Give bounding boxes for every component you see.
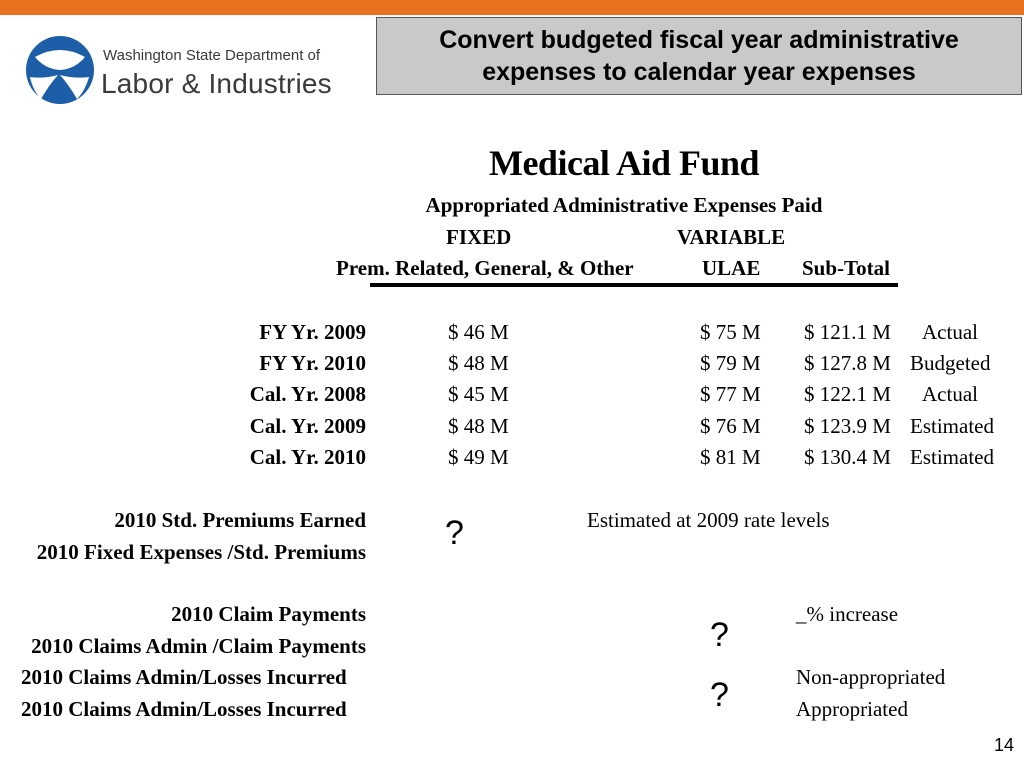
cell-ulae: $ 77 M [700,382,761,406]
cell-fixed: $ 48 M [448,351,509,375]
claims-question-mark: ? [710,616,729,654]
header-divider [370,283,898,287]
lni-logo-icon [25,35,95,105]
cell-subtotal: $ 130.4 M [804,445,891,469]
cell-subtotal: $ 127.8 M [804,351,891,375]
row-label: FY Yr. 2010 [259,351,366,375]
cell-ulae: $ 75 M [700,320,761,344]
logo-text-department: Washington State Department of [103,47,321,64]
cell-fixed: $ 48 M [448,414,509,438]
cell-status: Estimated [910,414,994,438]
premiums-question-mark: ? [445,514,464,552]
losses-incurred-label-2: 2010 Claims Admin/Losses Incurred [21,697,347,721]
losses-incurred-label-1: 2010 Claims Admin/Losses Incurred [21,665,347,689]
row-label: Cal. Yr. 2010 [249,445,366,469]
col-group-fixed: FIXED [446,225,512,249]
claims-increase-note: _% increase [796,602,899,626]
cell-fixed: $ 45 M [448,382,509,406]
page-number: 14 [993,735,1014,755]
cell-subtotal: $ 123.9 M [804,414,891,438]
fixed-expense-ratio-label: 2010 Fixed Expenses /Std. Premiums [36,540,366,564]
losses-question-mark: ? [710,676,729,714]
cell-status: Actual [922,382,978,406]
cell-fixed: $ 49 M [448,445,509,469]
cell-status: Estimated [910,445,994,469]
col-header-ulae: ULAE [702,256,761,280]
logo-text-agency: Labor & Industries [101,68,332,99]
appropriated-note: Appropriated [796,697,908,721]
row-label: FY Yr. 2009 [259,320,366,344]
cell-subtotal: $ 122.1 M [804,382,891,406]
nonappropriated-note: Non-appropriated [796,665,946,689]
cell-status: Budgeted [910,351,991,375]
cell-status: Actual [922,320,978,344]
row-label: Cal. Yr. 2009 [249,414,366,438]
premiums-note: Estimated at 2009 rate levels [587,508,830,532]
agency-logo [25,35,345,105]
col-header-fixed: Prem. Related, General, & Other [336,256,634,280]
premiums-earned-label: 2010 Std. Premiums Earned [114,508,366,532]
col-header-subtotal: Sub-Total [802,256,890,280]
cell-fixed: $ 46 M [448,320,509,344]
cell-subtotal: $ 121.1 M [804,320,891,344]
cell-ulae: $ 79 M [700,351,761,375]
table-title: Medical Aid Fund [488,143,760,183]
slide-title: Convert budgeted fiscal year administrative expenses to calendar year expenses [439,26,959,86]
row-label: Cal. Yr. 2008 [249,382,366,406]
top-accent-bar [0,0,1024,15]
cell-ulae: $ 76 M [700,414,761,438]
col-group-variable: VARIABLE [677,225,786,249]
claim-payments-label: 2010 Claim Payments [171,602,366,626]
cell-ulae: $ 81 M [700,445,761,469]
slide-title-box [376,17,1022,95]
table-subtitle: Appropriated Administrative Expenses Paid [425,193,823,217]
claims-admin-ratio-label: 2010 Claims Admin /Claim Payments [31,634,366,658]
